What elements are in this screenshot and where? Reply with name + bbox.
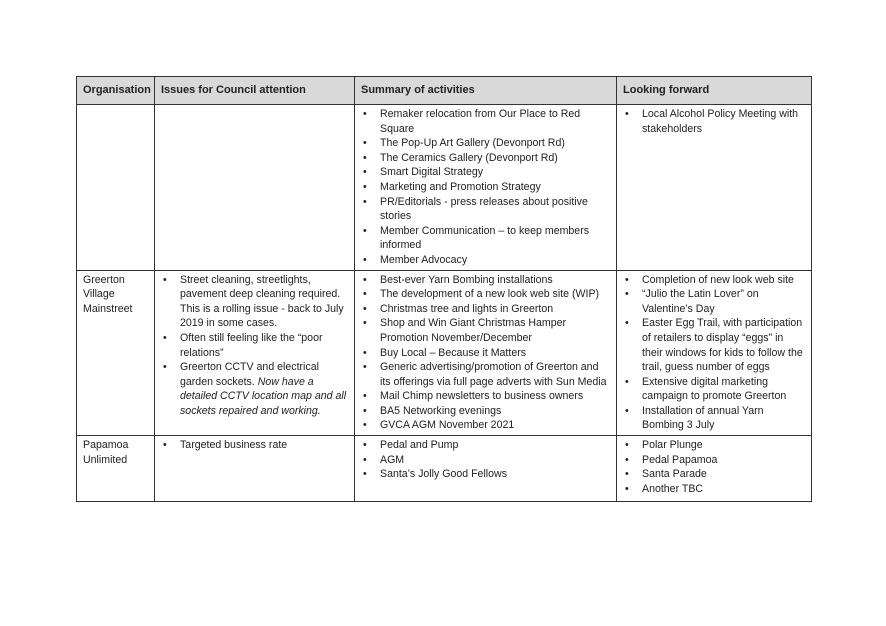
list-item: • Mail Chimp newsletters to business owners [361,389,610,404]
list-item: • Often still feeling like the “poor relations” [161,331,348,360]
list-item: • Pedal Papamoa [623,453,805,468]
table-row [77,436,812,502]
list-item: • Member Communication – to keep members informed [361,224,610,253]
list-item: • Buy Local – Because it Matters [361,346,610,361]
list-item: • Polar Plunge [623,438,805,453]
issues-list [161,273,348,419]
table-row [77,105,812,271]
list-item: • Completion of new look web site [623,273,805,288]
summary-list [361,438,610,482]
issues-cell [155,105,355,271]
list-item: • Extensive digital marketing campaign to promote Greerton [623,375,805,404]
summary-cell [355,105,617,271]
list-item: • Christmas tree and lights in Greerton [361,302,610,317]
list-item: • Local Alcohol Policy Meeting with stakeholders [623,107,805,136]
summary-cell [355,270,617,436]
issue-text: Greerton CCTV and electrical garden sockets. [180,361,319,388]
list-item: • Santa’s Jolly Good Fellows [361,467,610,482]
table-header-row [77,77,812,105]
list-item: • Santa Parade [623,467,805,482]
activities-table [76,76,812,502]
list-item: • Installation of annual Yarn Bombing 3 July [623,404,805,433]
issues-cell [155,436,355,502]
organisation-cell: Papamoa Unlimited [77,436,155,502]
summary-list [361,273,610,434]
issues-cell [155,270,355,436]
list-item: • BA5 Networking evenings [361,404,610,419]
organisation-cell: Greerton Village Mainstreet [77,270,155,436]
list-item: • PR/Editorials - press releases about positive stories [361,195,610,224]
looking-forward-cell [617,105,812,271]
list-item: • Another TBC [623,482,805,497]
list-item: • Shop and Win Giant Christmas Hamper Promotion November/December [361,316,610,345]
header-summary: Summary of activities [355,77,617,105]
list-item: • The development of a new look web site (WIP) [361,287,610,302]
looking-forward-list [623,438,805,496]
header-issues: Issues for Council attention [155,77,355,105]
list-item [161,360,348,418]
looking-forward-cell [617,270,812,436]
header-looking-forward: Looking forward [617,77,812,105]
list-item: • “Julio the Latin Lover” on Valentine’s Day [623,287,805,316]
looking-forward-cell [617,436,812,502]
list-item: • Easter Egg Trail, with participation of retailers to display “eggs” in their windows for kids to follow the trail, guess number of eggs [623,316,805,374]
list-item: • The Pop-Up Art Gallery (Devonport Rd) [361,136,610,151]
looking-forward-list [623,107,805,136]
list-item: • The Ceramics Gallery (Devonport Rd) [361,151,610,166]
organisation-cell [77,105,155,271]
summary-cell [355,436,617,502]
list-item: • Marketing and Promotion Strategy [361,180,610,195]
list-item: • Smart Digital Strategy [361,165,610,180]
table-row [77,270,812,436]
list-item: • Remaker relocation from Our Place to Red Square [361,107,610,136]
list-item: • Street cleaning, streetlights, pavement deep cleaning required. This is a rolling issue - back to July 2019 in some cases. [161,273,348,331]
list-item: • GVCA AGM November 2021 [361,418,610,433]
issue-italic-text: Now have a detailed CCTV location map and all sockets repaired and working. [180,375,347,417]
looking-forward-list [623,273,805,434]
list-item: • Generic advertising/promotion of Greerton and its offerings via full page adverts with Sun Media [361,360,610,389]
issues-list [161,438,348,453]
list-item: • Pedal and Pump [361,438,610,453]
header-organisation: Organisation [77,77,155,105]
summary-list [361,107,610,268]
list-item: • Targeted business rate [161,438,348,453]
list-item: • Member Advocacy [361,253,610,268]
list-item: • Best-ever Yarn Bombing installations [361,273,610,288]
list-item: • AGM [361,453,610,468]
